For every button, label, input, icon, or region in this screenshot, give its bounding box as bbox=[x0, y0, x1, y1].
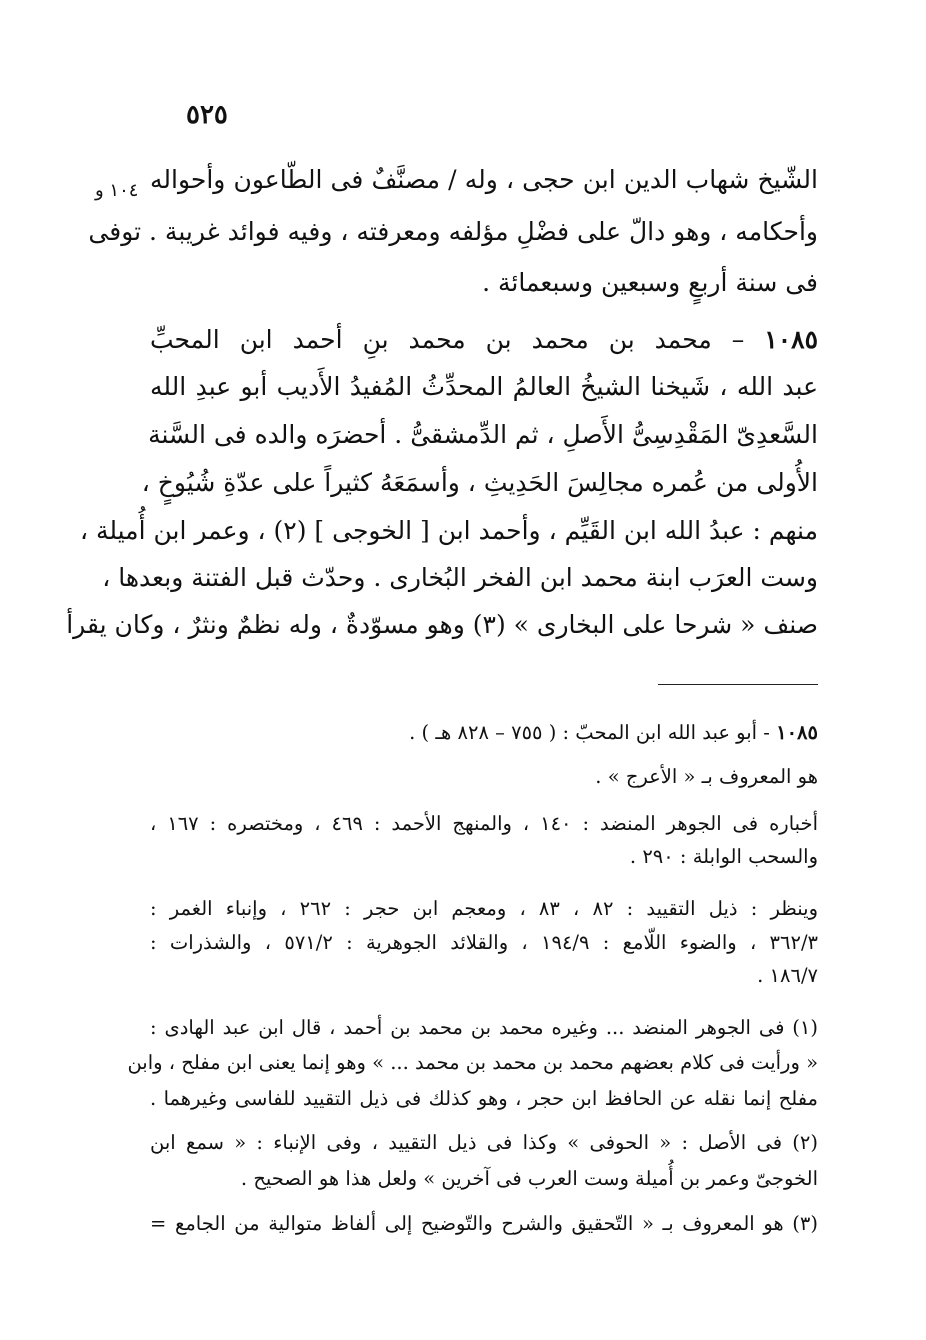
footnote-entry-text: - أبو عبد الله ابن المحبّ : ( ٧٥٥ – ٨٢٨ هـ ) . bbox=[409, 721, 770, 744]
footnote-line: ١٨٦/٧ . bbox=[757, 964, 818, 987]
main-line: وست العرَب ابنة محمد ابن الفخر البُخارى . وحدّث قبل الفتنة وبعدها ، bbox=[102, 563, 818, 592]
footnote-line: هو المعروف بـ « الأعرج » . bbox=[595, 765, 818, 788]
footnote-line: « ورأيت فى كلام بعضهم محمد بن محمد بن محمد ... » وهو إنما يعنى ابن مفلح ، وابن bbox=[127, 1051, 818, 1074]
footnote-entry-number: ١٠٨٥ bbox=[776, 721, 818, 744]
footnote-line: وينظر : ذيل التقييد : ٨٢ ، ٨٣ ، ومعجم ابن حجر : ٢٦٢ ، وإنباء الغمر : bbox=[150, 897, 818, 920]
footnote-line: والسحب الوابلة : ٢٩٠ . bbox=[629, 845, 818, 868]
footnote-line: أخباره فى الجوهر المنضد : ١٤٠ ، والمنهج الأحمد : ٤٦٩ ، ومختصره : ١٦٧ ، bbox=[150, 812, 819, 835]
main-line: وأحكامه ، وهو دالّ على فضْلِ مؤلفه ومعرفته ، وفيه فوائد غريبة . توفى bbox=[88, 217, 818, 246]
footnote-line: مفلح إنما نقله عن الحافظ ابن حجر ، وهو كذلك فى ذيل التقييد للفاسى وغيرهما . bbox=[150, 1087, 818, 1110]
page-number: ٥٢٥ bbox=[186, 100, 228, 130]
footnote-line: (١) فى الجوهر المنضد ... وغيره محمد بن محمد بن أحمد ، قال ابن عبد الهادى : bbox=[150, 1016, 818, 1039]
main-line: صنف « شرحا على البخارى » (٣) وهو مسوّدةٌ ، وله نظمٌ ونثرٌ ، وكان يقرأ bbox=[66, 610, 818, 639]
footnote-line: ٣٦٢/٣ ، والضوء اللّامع : ١٩٤/٩ ، والقلائد الجوهرية : ٥٧١/٢ ، والشذرات : bbox=[150, 931, 819, 954]
entry-heading-line bbox=[150, 325, 818, 354]
main-line: عبد الله ، شَيخنا الشيخُ العالمُ المحدِّثُ المُفيدُ الأَديب أبو عبدِ الله bbox=[150, 372, 818, 401]
footnote-separator bbox=[658, 684, 818, 685]
footnote-line: (٢) فى الأصل : « الحوفى » وكذا فى ذيل التقييد ، وفى الإنباء : « سمع ابن bbox=[150, 1131, 818, 1154]
main-line: منهم : عبدُ الله ابن القَيِّم ، وأحمد ابن [ الخوجى ] (٢) ، وعمر ابن أُميلة ، bbox=[79, 516, 818, 545]
footnote-entry-line bbox=[150, 721, 818, 744]
footnote-line: الخوجىّ وعمر بن أُميلة وست العرب فى آخرين » ولعل هذا هو الصحيح . bbox=[240, 1167, 818, 1190]
main-line: الشّيخ شهاب الدين ابن حجى ، وله / مصنَّفٌ فى الطّاعون وأحواله bbox=[150, 165, 818, 194]
main-line: الأُولى من عُمره مجالِسَ الحَدِيثِ ، وأسمَعَهُ كثيراً على عدّةِ شُيُوخٍ ، bbox=[141, 468, 818, 497]
entry-heading-text: – محمد بن محمد بن محمد بنِ أحمد ابن المحبِّ bbox=[150, 325, 745, 354]
manuscript-folio-note: ١٠٤ و bbox=[95, 180, 139, 201]
entry-number: ١٠٨٥ bbox=[764, 325, 818, 354]
main-line: فى سنة أربعٍ وسبعين وسبعمائة . bbox=[482, 268, 818, 297]
main-line: السَّعدِىّ المَقْدِسِىُّ الأَصلِ ، ثم الدِّمشقىُّ . أحضرَه والده فى السَّنة bbox=[148, 420, 818, 449]
footnote-line: (٣) هو المعروف بـ « التّحقيق والشرح والتّوضيح إلى ألفاظ متوالية من الجامع = bbox=[150, 1212, 818, 1235]
